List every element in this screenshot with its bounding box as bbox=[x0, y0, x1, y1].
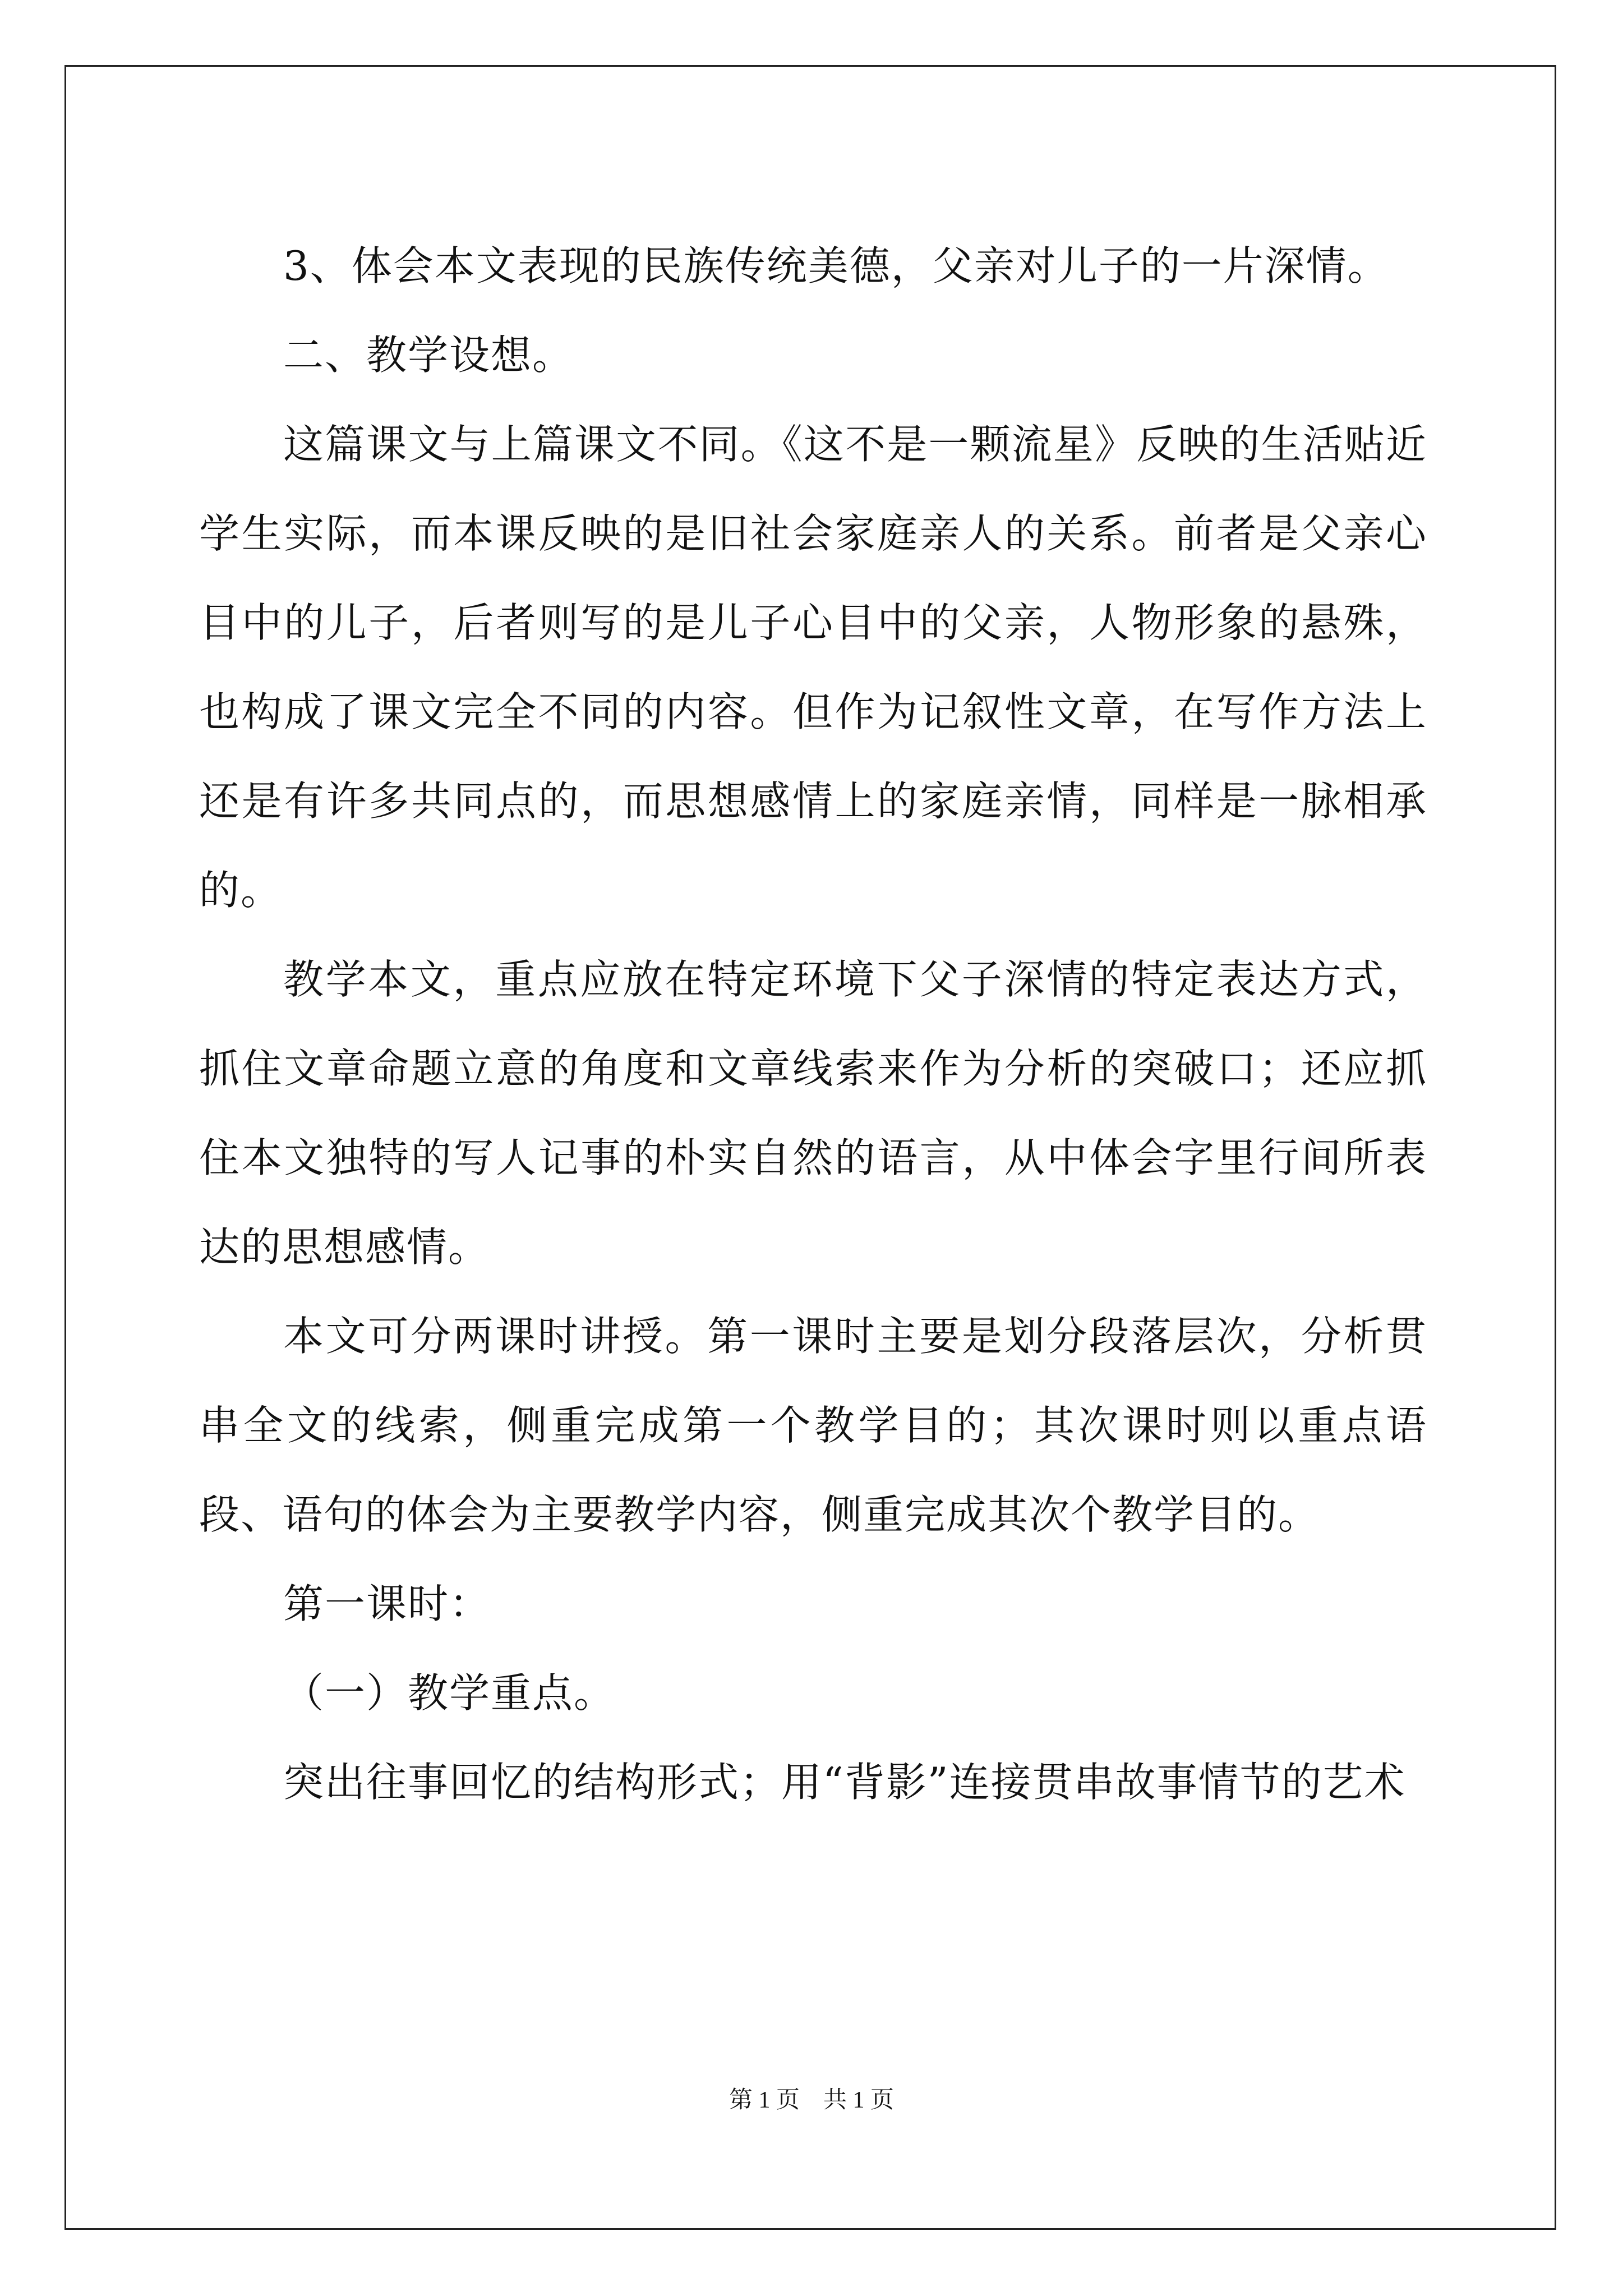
paragraph-objective-3: 3、体会本文表现的民族传统美德，父亲对儿子的一片深情。 bbox=[283, 242, 1389, 289]
page-number-label: 第 1 页 共 1 页 bbox=[728, 2087, 894, 2113]
paragraph-comparison: 这篇课文与上篇课文不同。《这不是一颗流星》反映的生活贴近学生实际，而本课反映的是旧社会家庭亲人的关系。前者是父亲心目中的儿子，后者则写的是儿子心目中的父亲，人物形象的悬殊，也构成了课文完全不同的内容。但作为记叙性文章，在写作方法上还是有许多共同点的，而思想感情上的家庭亲情，同样是一脉相承的。 bbox=[199, 421, 1427, 914]
page-footer bbox=[0, 2083, 1623, 2117]
heading-key-points: （一）教学重点。 bbox=[283, 1669, 616, 1717]
paragraph-structure: 突出往事回忆的结构形式；用“背影”连接贯串故事情节的艺术 bbox=[283, 1759, 1406, 1806]
paragraph-teaching-focus: 教学本文，重点应放在特定环境下父子深情的特定表达方式，抓住文章命题立意的角度和文章线索来作为分析的突破口；还应抓住本文独特的写人记事的朴实自然的语言，从中体会字里行间所表达的思想感情。 bbox=[199, 956, 1427, 1271]
paragraph-lesson-plan: 本文可分两课时讲授。第一课时主要是划分段落层次，分析贯串全文的线索，侧重完成第一个教学目的；其次课时则以重点语段、语句的体会为主要教学内容，侧重完成其次个教学目的。 bbox=[199, 1313, 1427, 1538]
document-body bbox=[199, 222, 1427, 1827]
heading-first-lesson: 第一课时： bbox=[283, 1580, 491, 1627]
heading-teaching-concept: 二、教学设想。 bbox=[283, 332, 574, 379]
